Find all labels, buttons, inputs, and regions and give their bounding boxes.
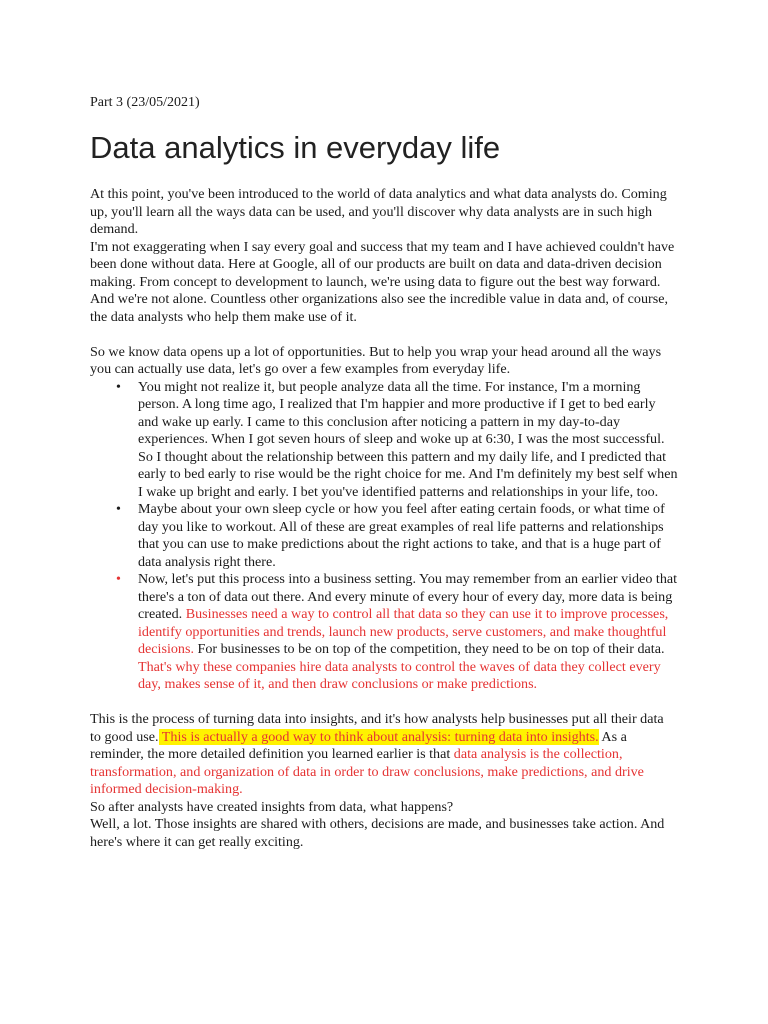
paragraph-spacer [90,694,678,712]
red-bullet-icon: • [116,572,121,587]
list-item-text: Now, let's put this process into a business setting. You may remember from an earlier video that there's a ton of data out there. And every minute of every hour of every day, more data is being created. [138,571,678,622]
part-label: Part 3 (23/05/2021) [90,95,200,110]
closing-text: This is the process of turning data into insights, and it's how analysts help businesses put all their data to good use. [90,711,664,745]
closing-text: As a reminder, the more detailed definition you learned earlier is that [90,728,627,762]
closing-paragraph-3: Well, a lot. Those insights are shared with others, decisions are made, and businesses take action. And here's where it can get really exciting. [90,816,665,850]
bullet-icon: • [116,502,121,517]
intro-paragraph-2: I'm not exaggerating when I say every goal and success that my team and I have achieved couldn't have been done without data. Here at Google, all of our products are built on data and data-driven decision making. From concept to development to launch, we're using data to figure out the best way forward. And we're not alone. Countless other organizations also see the incredible value in data and, of course, the data analysts who help them make use of it. [90,238,675,325]
list-item-text: For businesses to be on top of the competition, they need to be on top of their data. [193,641,665,657]
definition-text: data analysis is the collection, transformation, and organization of data in order to draw conclusions, make predictions, and drive informed decision-making. [90,746,644,797]
intro-paragraph-3: So we know data opens up a lot of opportunities. But to help you wrap your head around all the ways you can actually use data, let's go over a few examples from everyday life. [90,343,662,377]
closing-paragraph-2: So after analysts have created insights from data, what happens? [90,798,454,815]
list-item [116,571,678,694]
closing-paragraph-1 [90,711,678,799]
highlighted-text: This is actually a good way to think about analysis: turning data into insights. [158,728,599,745]
examples-list [90,379,678,694]
list-item-text: You might not realize it, but people analyze data all the time. For instance, I'm a morning person. A long time ago, I realized that I'm happier and more productive if I get to bed early and wake up early. I came to this conclusion after noticing a pattern in my day-to-day experiences. When I got seven hours of sleep and woke up at 6:30, I was the most successful. So I thought about the relationship between this pattern and my daily life, and I predicted that early to bed early to rise would be the right choice for me. And I'm definitely my best self when I wake up bright and early. I bet you've identified patterns and relationships in your life, too. [138,378,678,500]
bullet-icon: • [116,379,121,395]
emphasis-text: That's why these companies hire data analysts to control the waves of data they collect every day, makes sense of it, and then draw conclusions or make predictions. [138,658,661,692]
paragraph-spacer [90,326,678,344]
intro-paragraph-1: At this point, you've been introduced to the world of data analytics and what data analysts do. Coming up, you'll learn all the ways data can be used, and you'll discover why data analysts are in such high demand. [90,186,667,237]
emphasis-text: Businesses need a way to control all that data so they can use it to improve processes, identify opportunities and trends, launch new products, serve customers, and make thoughtful decisions. [138,606,669,657]
page-title: Data analytics in everyday life [90,130,501,165]
list-item [116,378,678,502]
list-item-text: Maybe about your own sleep cycle or how you feel after eating certain foods, or what time of day you like to workout. All of these are great examples of real life patterns and relationships that you can use to make predictions about the right actions to take, and that is a huge part of data analysis right there. [138,501,665,570]
document-body [90,186,678,851]
list-item [116,501,678,571]
